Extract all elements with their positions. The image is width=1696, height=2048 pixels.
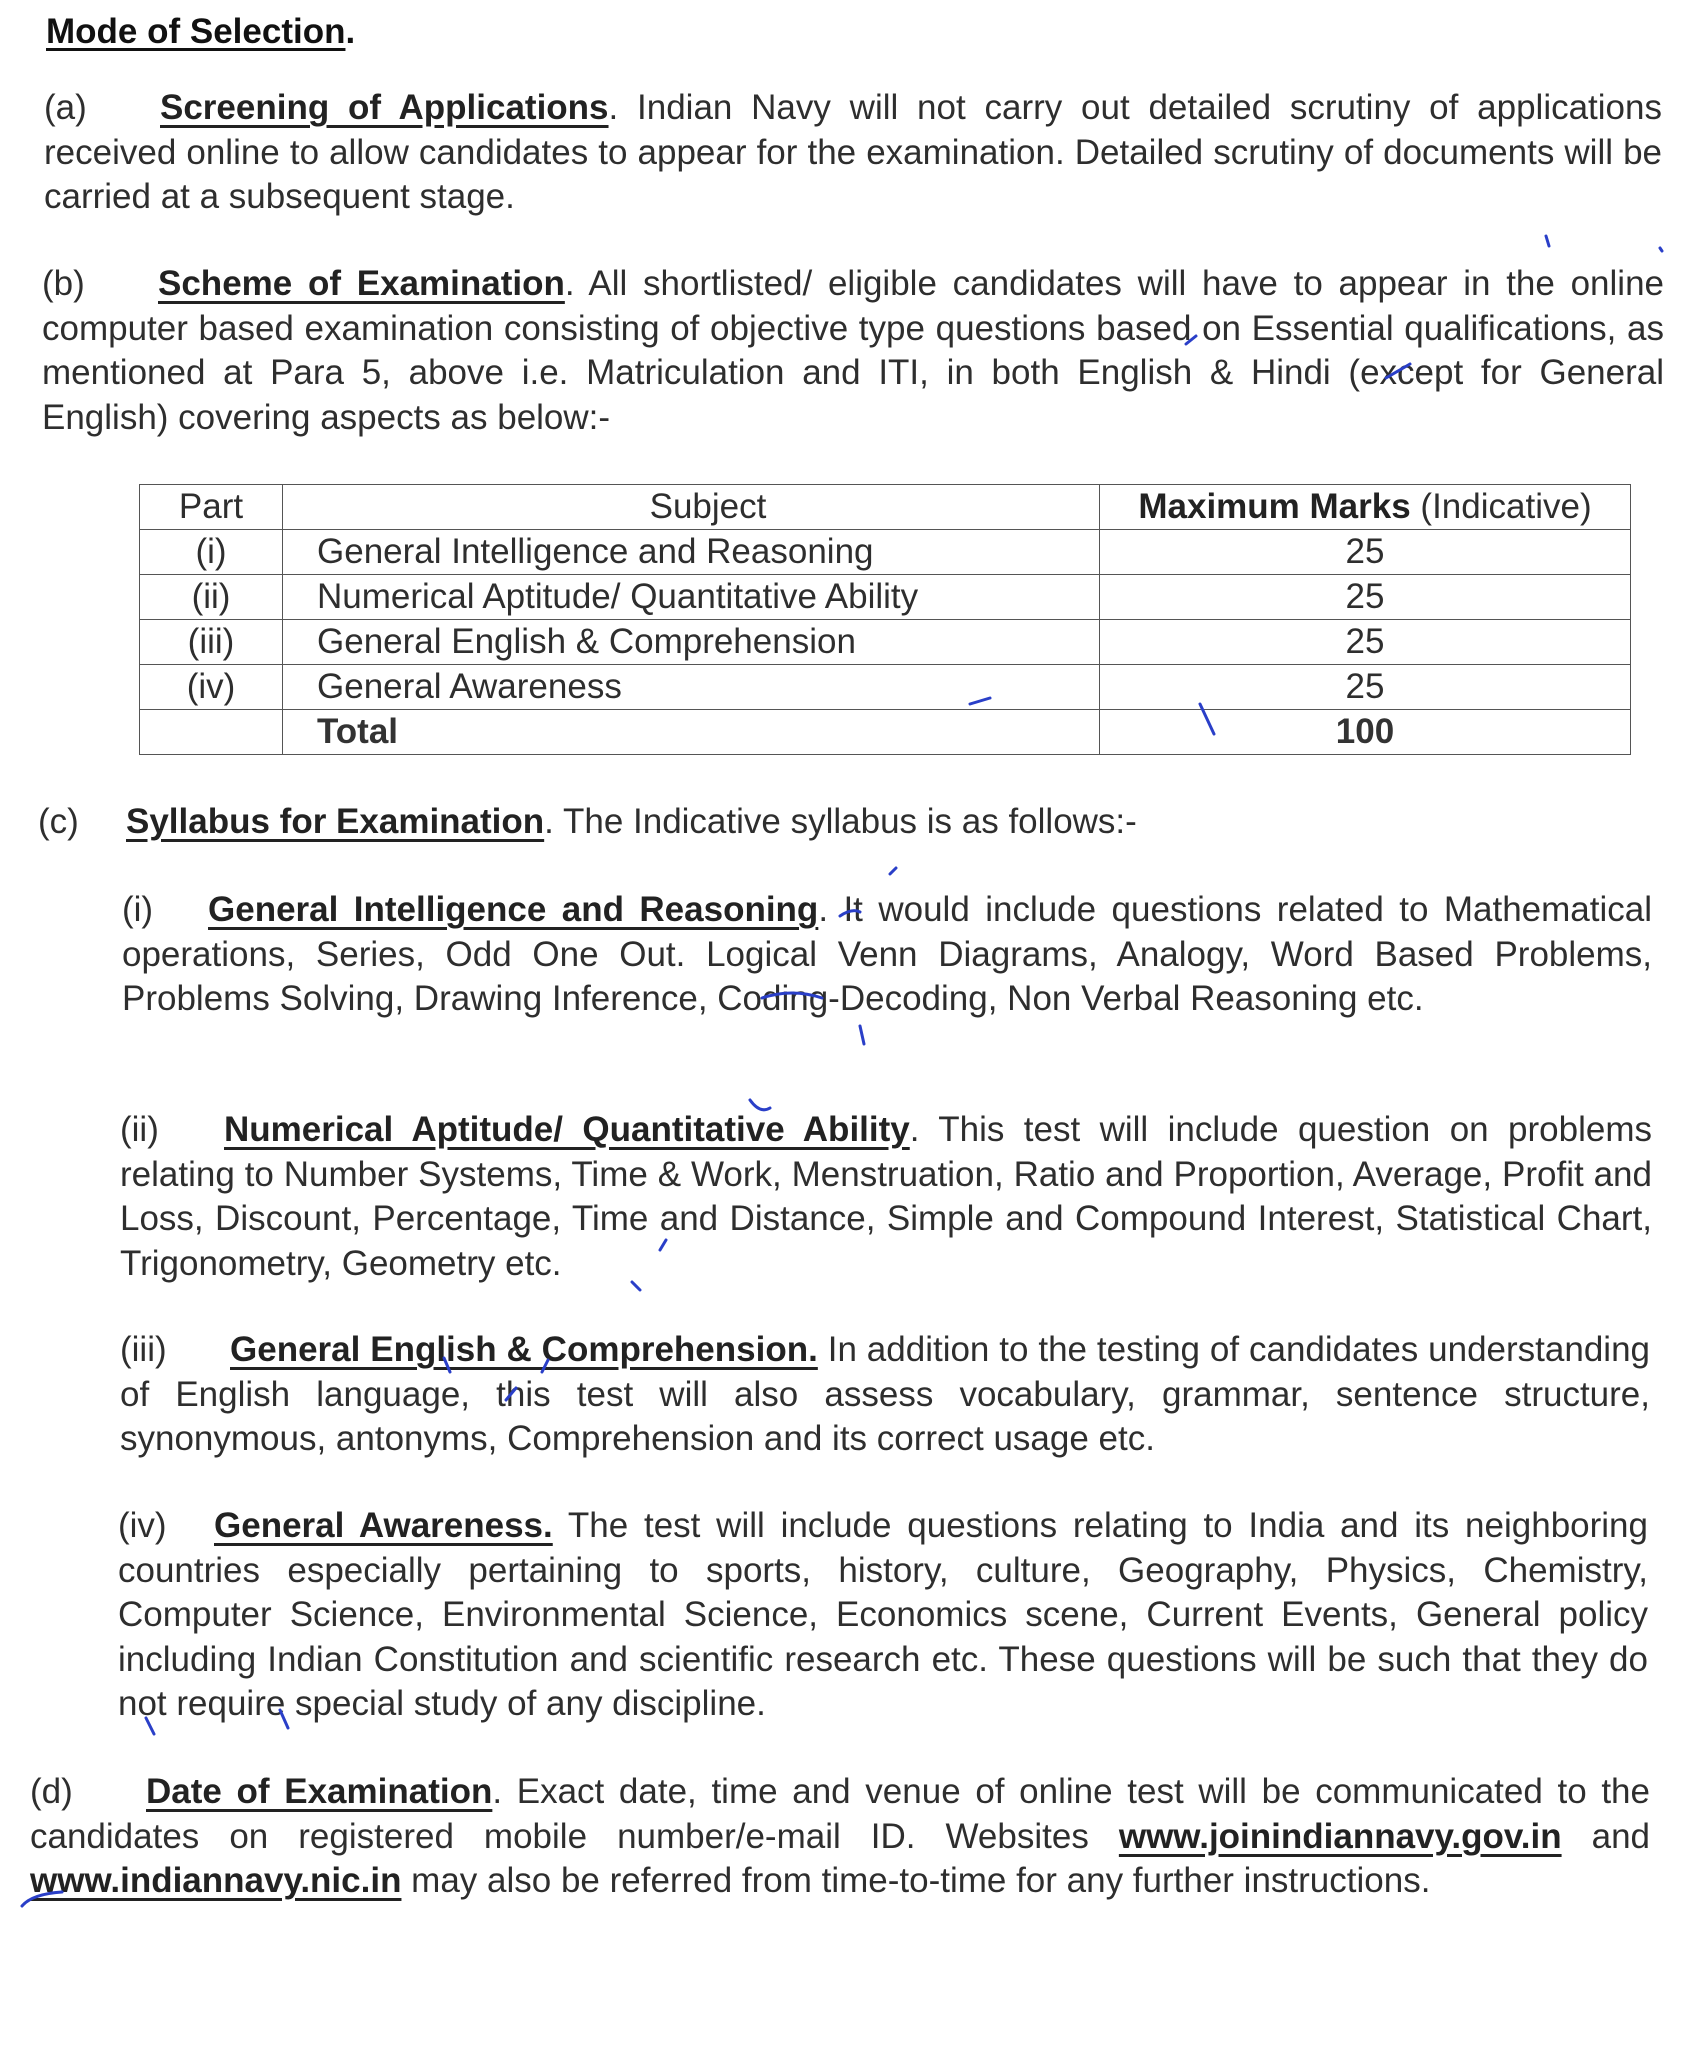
total-marks: 100	[1100, 710, 1631, 755]
syllabus-label: (i)	[122, 890, 154, 929]
row-part: (i)	[140, 530, 283, 575]
section-label: (a)	[44, 88, 87, 127]
syllabus-item	[120, 1328, 1650, 1462]
section-syllabus	[38, 800, 1318, 845]
section-label: (c)	[38, 802, 79, 841]
syllabus-title: General English & Comprehension.	[230, 1330, 818, 1369]
section-date	[30, 1770, 1650, 1904]
section-scheme	[42, 262, 1664, 440]
table-row	[140, 575, 1631, 620]
marks-table	[139, 484, 1631, 755]
row-subject: Numerical Aptitude/ Quantitative Ability	[283, 575, 1100, 620]
row-marks: 25	[1100, 530, 1631, 575]
syllabus-body: . This test will include question on problems relating to Number Systems, Time & Work, Menstruation, Ratio and Proportion, Average, Profit and Loss, Discount, Percentage, Time and Distance, Simple and Compound Interest, Statistical Chart, Trigonometry, Geometry etc.	[120, 1110, 1652, 1283]
syllabus-body: The test will include questions relating to India and its neighboring countries especially pertaining to sports, history, culture, Geography, Physics, Chemistry, Computer Science, Environmental Science, Economics scene, Current Events, General policy including Indian Constitution and scientific research etc. These questions will be such that they do not require special study of any discipline.	[118, 1506, 1648, 1723]
row-part: (ii)	[140, 575, 283, 620]
table-total-row	[140, 710, 1631, 755]
header-subject: Subject	[283, 485, 1100, 530]
section-body: . Indian Navy will not carry out detailed scrutiny of applications received online to allow candidates to appear for the examination. Detailed scrutiny of documents will be carried at a subsequent stage.	[44, 88, 1662, 216]
section-screening	[44, 86, 1662, 220]
table-header-row	[140, 485, 1631, 530]
row-marks: 25	[1100, 620, 1631, 665]
table-row	[140, 620, 1631, 665]
header-max-bold: Maximum Marks	[1138, 487, 1411, 526]
ink-stroke	[890, 868, 896, 874]
section-body: . All shortlisted/ eligible candidates will have to appear in the online computer based examination consisting of objective type questions based on Essential qualifications, as mentioned at Para 5, above i.e. Matriculation and ITI, in both English & Hindi (except for General English) covering aspects as below:-	[42, 264, 1665, 437]
section-body-mid: and	[1561, 1816, 1650, 1856]
syllabus-item	[122, 888, 1652, 1022]
syllabus-label: (iii)	[120, 1330, 167, 1369]
row-marks: 25	[1100, 665, 1631, 710]
section-label: (b)	[42, 264, 85, 303]
section-body: . The Indicative syllabus is as follows:-	[544, 802, 1137, 841]
header-max-marks	[1100, 485, 1631, 530]
ink-tick	[860, 1026, 864, 1044]
section-title: Scheme of Examination	[158, 264, 565, 303]
row-marks: 25	[1100, 575, 1631, 620]
row-part: (iii)	[140, 620, 283, 665]
section-title: Date of Examination	[146, 1772, 493, 1811]
header-max-note: (Indicative)	[1410, 487, 1592, 526]
heading-suffix: .	[345, 12, 356, 51]
section-label: (d)	[30, 1772, 73, 1811]
website-link-indiannavy[interactable]: www.indiannavy.nic.in	[30, 1861, 402, 1900]
table-row	[140, 530, 1631, 575]
syllabus-item	[118, 1504, 1648, 1727]
website-link-joinindiannavy[interactable]: www.joinindiannavy.gov.in	[1118, 1816, 1562, 1856]
syllabus-title: Numerical Aptitude/ Quantitative Ability	[224, 1110, 910, 1149]
section-body-end: may also be referred from time-to-time for any further instructions.	[401, 1861, 1431, 1900]
syllabus-title: General Intelligence and Reasoning	[208, 890, 819, 929]
syllabus-body: . It would include questions related to Mathematical operations, Series, Odd One Out. Logical Venn Diagrams, Analogy, Word Based Problems, Problems Solving, Drawing Inference, Coding-Decoding, Non Verbal Reasoning etc.	[122, 890, 1652, 1018]
section-title: Screening of Applications	[160, 88, 609, 127]
total-label: Total	[283, 710, 1100, 755]
syllabus-label: (ii)	[120, 1110, 159, 1149]
page-heading	[46, 12, 355, 52]
ink-tick	[1660, 248, 1662, 251]
total-part-empty	[140, 710, 283, 755]
table-row	[140, 665, 1631, 710]
row-subject: General Intelligence and Reasoning	[283, 530, 1100, 575]
section-title: Syllabus for Examination	[126, 802, 545, 841]
row-part: (iv)	[140, 665, 283, 710]
row-subject: General English & Comprehension	[283, 620, 1100, 665]
section-body: . Exact date, time and venue of online test will be communicated to the candidates on registered mobile number/e-mail ID. Websites	[30, 1772, 1650, 1856]
syllabus-title: General Awareness.	[214, 1506, 553, 1545]
header-part: Part	[140, 485, 283, 530]
syllabus-item	[120, 1108, 1652, 1286]
syllabus-label: (iv)	[118, 1506, 167, 1545]
syllabus-body: In addition to the testing of candidates understanding of English language, this test will also assess vocabulary, grammar, sentence structure, synonymous, antonyms, Comprehension and its correct usage etc.	[120, 1330, 1651, 1458]
ink-tick	[1546, 236, 1549, 246]
row-subject: General Awareness	[283, 665, 1100, 710]
heading-text: Mode of Selection	[46, 12, 346, 51]
